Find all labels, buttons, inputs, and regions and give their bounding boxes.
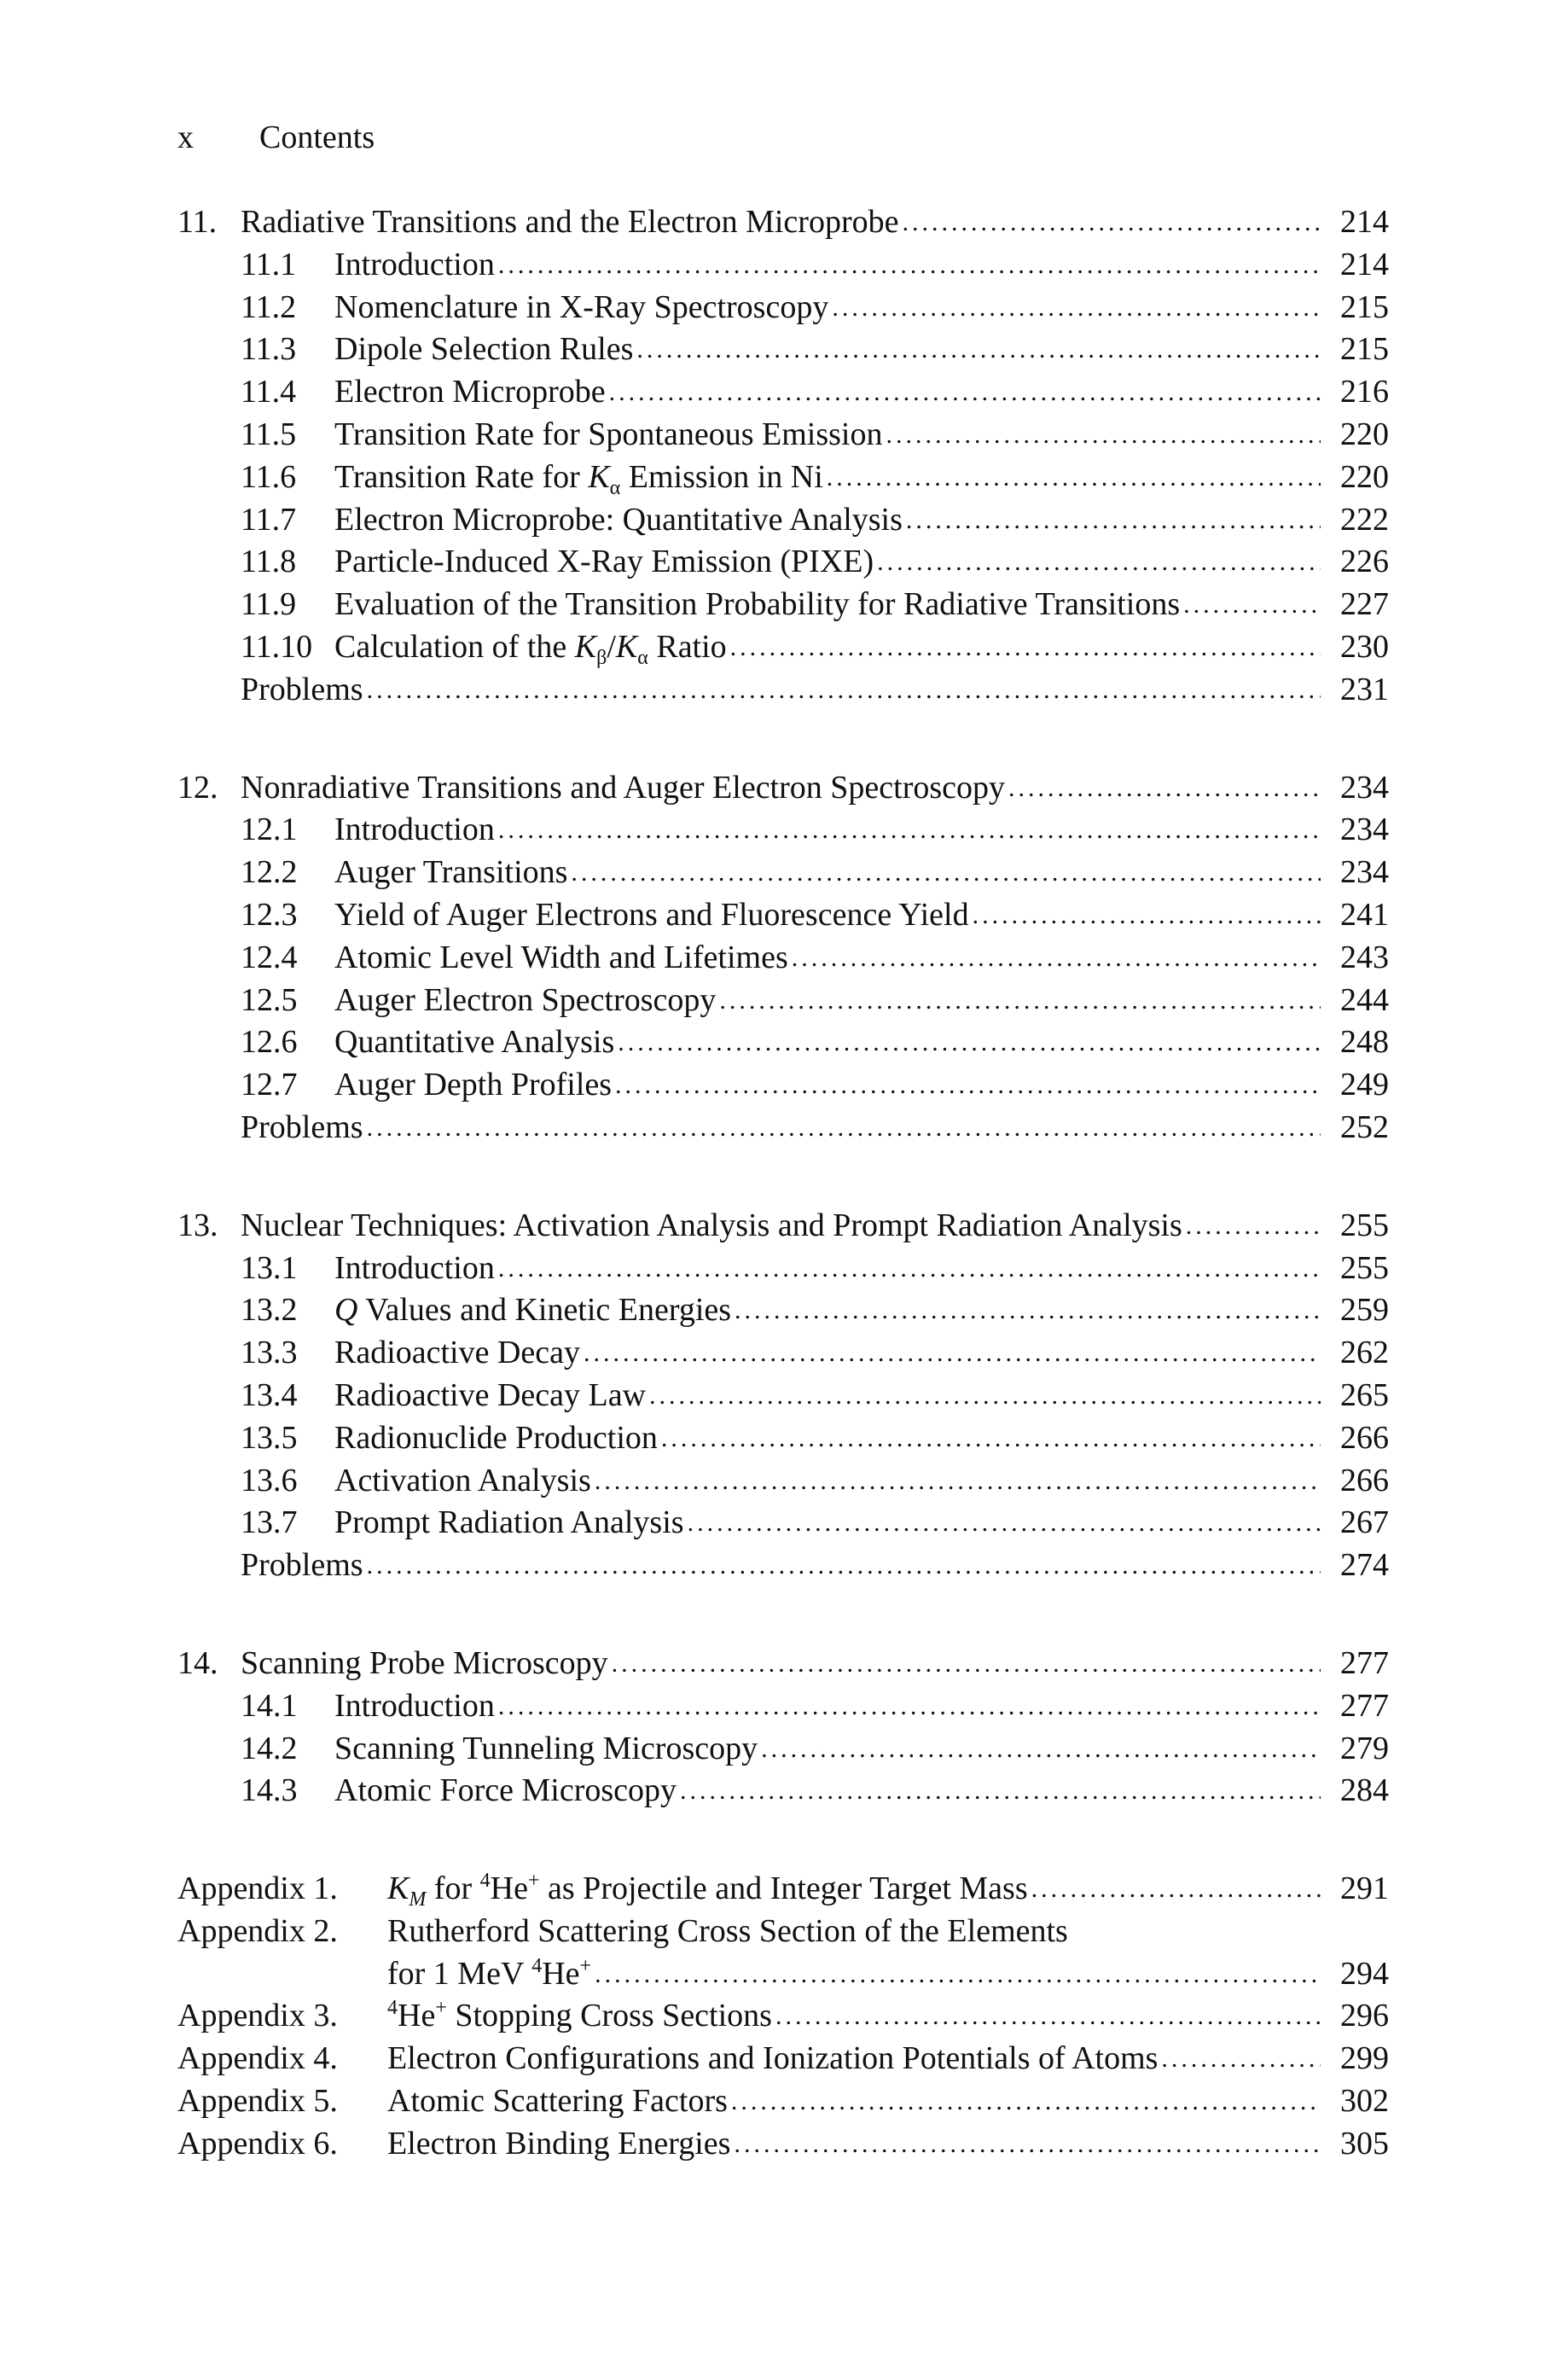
section-number: 12.1 <box>241 812 298 848</box>
section-number: 11.5 <box>241 416 297 452</box>
section-title: Introduction <box>334 1249 495 1286</box>
section-number: 12.5 <box>241 981 298 1018</box>
page-number: 255 <box>1340 1207 1389 1243</box>
dot-leader <box>902 201 1321 244</box>
page-number: 214 <box>1340 204 1389 240</box>
dot-leader <box>1183 584 1321 626</box>
chapter-heading[interactable] <box>177 1643 1389 1685</box>
section-title: Introduction <box>334 246 495 282</box>
section-number: 11.4 <box>241 374 297 410</box>
page-number: 279 <box>1340 1730 1389 1766</box>
section-entry[interactable] <box>177 980 1389 1022</box>
page-number: 231 <box>1340 671 1389 707</box>
page-number: 266 <box>1340 1462 1389 1498</box>
section-title: Activation Analysis <box>334 1462 591 1498</box>
page-number: 226 <box>1340 544 1389 580</box>
title-text: Transition Rate for <box>334 458 589 495</box>
dot-leader <box>1031 1868 1321 1911</box>
page-number: 255 <box>1340 1249 1389 1286</box>
dot-leader <box>832 287 1321 329</box>
section-number: 14.3 <box>241 1772 298 1809</box>
appendix-title: Atomic Scattering Factors <box>387 2083 728 2120</box>
section-number: 13.1 <box>241 1249 298 1286</box>
section-entry[interactable] <box>177 1064 1389 1107</box>
page-number: 234 <box>1340 769 1389 806</box>
page-number: 266 <box>1340 1419 1389 1456</box>
section-entry[interactable] <box>177 541 1389 584</box>
section-title: Auger Depth Profiles <box>334 1067 613 1103</box>
dot-leader <box>680 1770 1321 1812</box>
section-number: 12.2 <box>241 854 298 891</box>
section-title <box>334 1289 731 1332</box>
section-entry[interactable] <box>177 1770 1389 1812</box>
section-title: Prompt Radiation Analysis <box>334 1504 684 1541</box>
section-title: Radioactive Decay <box>334 1335 581 1371</box>
page-number: 277 <box>1340 1687 1389 1724</box>
dot-leader <box>886 414 1321 457</box>
dot-leader <box>367 1545 1321 1587</box>
page-number: 234 <box>1340 854 1389 891</box>
chapter-13 <box>177 1205 1389 1587</box>
page-number: 302 <box>1340 2083 1389 2120</box>
dot-leader <box>609 371 1321 414</box>
section-title: Nomenclature in X-Ray Spectroscopy <box>334 288 829 325</box>
section-title: Electron Microprobe: Quantitative Analysis <box>334 501 903 538</box>
chapter-title: Scanning Probe Microscopy <box>241 1644 608 1681</box>
q-symbol: Q <box>334 1292 358 1329</box>
dot-leader <box>1008 767 1321 810</box>
appendix-entry[interactable] <box>177 2123 1389 2166</box>
dot-leader <box>730 626 1321 669</box>
page-number: 215 <box>1340 288 1389 325</box>
section-title: Electron Microprobe <box>334 374 606 410</box>
section-entry[interactable] <box>177 414 1389 457</box>
chapter-heading[interactable] <box>177 767 1389 810</box>
section-number: 11.6 <box>241 458 297 495</box>
k-symbol: K <box>588 458 610 495</box>
dot-leader <box>775 1995 1321 2038</box>
appendix-entry[interactable] <box>177 1911 1389 1953</box>
section-entry[interactable] <box>177 244 1389 287</box>
dot-leader <box>615 1064 1321 1107</box>
section-entry[interactable] <box>177 457 1389 499</box>
dot-leader <box>571 852 1321 894</box>
page-number: 291 <box>1340 1871 1389 1907</box>
appendix-title: Electron Configurations and Ionization Potentials of Atoms <box>387 2040 1159 2077</box>
page-number: 222 <box>1340 501 1389 538</box>
chapter-12 <box>177 767 1389 1149</box>
section-entry[interactable] <box>177 626 1389 669</box>
section-entry[interactable] <box>177 1375 1389 1417</box>
appendix-number: Appendix 4. <box>177 2040 338 2077</box>
section-title: Dipole Selection Rules <box>334 331 634 368</box>
chapter-title: Radiative Transitions and the Electron Microprobe <box>241 204 899 240</box>
page-number: x <box>177 119 194 155</box>
dot-leader <box>636 329 1321 371</box>
appendix-number: Appendix 1. <box>177 1871 338 1907</box>
page-number: 215 <box>1340 331 1389 368</box>
k-symbol: K <box>615 628 638 665</box>
section-number: 13.3 <box>241 1335 298 1371</box>
dot-leader <box>761 1728 1321 1771</box>
section-title <box>334 626 727 669</box>
section-entry[interactable] <box>177 287 1389 329</box>
appendix-title: Rutherford Scattering Cross Section of the Elements <box>387 1912 1068 1949</box>
page-number: 243 <box>1340 939 1389 975</box>
appendix-title-continued <box>387 1953 591 1996</box>
page-number: 259 <box>1340 1292 1389 1329</box>
appendix-title <box>387 1995 772 2038</box>
section-entry[interactable] <box>177 499 1389 542</box>
dot-leader <box>973 894 1321 937</box>
slash: / <box>607 628 616 665</box>
mass-number-superscript: 4 <box>387 1997 398 2020</box>
title-text: Calculation of the <box>334 628 575 665</box>
section-number: 13.6 <box>241 1462 298 1498</box>
section-entry[interactable] <box>177 1021 1389 1064</box>
dot-leader <box>906 499 1321 542</box>
page-number: 214 <box>1340 246 1389 282</box>
running-title: Contents <box>259 119 375 155</box>
dot-leader <box>618 1021 1321 1064</box>
appendix-number: Appendix 3. <box>177 1998 338 2034</box>
charge-superscript: + <box>527 1870 540 1893</box>
appendix-number: Appendix 6. <box>177 2125 338 2161</box>
page-number: 230 <box>1340 628 1389 665</box>
chapter-number: 14. <box>177 1644 218 1681</box>
section-title: Introduction <box>334 812 495 848</box>
helium-symbol: He <box>542 1955 580 1992</box>
chapter-title: Nuclear Techniques: Activation Analysis and Prompt Radiation Analysis <box>241 1207 1182 1243</box>
section-title: Radioactive Decay Law <box>334 1376 647 1413</box>
page-number: 220 <box>1340 416 1389 452</box>
section-number: 13.7 <box>241 1504 298 1541</box>
beta-subscript: β <box>596 646 607 669</box>
appendix-entry[interactable] <box>177 2038 1389 2080</box>
section-entry[interactable] <box>177 371 1389 414</box>
dot-leader <box>584 1332 1321 1375</box>
appendix-entry[interactable] <box>177 1995 1389 2038</box>
k-symbol: K <box>574 628 597 665</box>
m-subscript: M <box>409 1888 427 1911</box>
appendix-title: Electron Binding Energies <box>387 2125 731 2161</box>
chapter-14 <box>177 1643 1389 1812</box>
section-number: 11.3 <box>241 331 297 368</box>
problems-title: Problems <box>241 1108 363 1145</box>
dot-leader <box>498 1248 1321 1290</box>
section-title: Introduction <box>334 1687 495 1724</box>
chapter-number: 12. <box>177 769 218 806</box>
dot-leader <box>649 1375 1321 1417</box>
section-entry[interactable] <box>177 1685 1389 1728</box>
page-number: 220 <box>1340 458 1389 495</box>
title-text: Values and Kinetic Energies <box>357 1292 732 1329</box>
page-number: 294 <box>1340 1955 1389 1992</box>
section-title: Atomic Force Microscopy <box>334 1772 677 1809</box>
page-number: 296 <box>1340 1998 1389 2034</box>
helium-symbol: He <box>490 1871 528 1907</box>
section-number: 13.4 <box>241 1376 298 1413</box>
section-title: Transition Rate for Spontaneous Emission <box>334 416 883 452</box>
section-number: 12.7 <box>241 1067 298 1103</box>
section-title: Auger Electron Spectroscopy <box>334 981 717 1018</box>
page-number: 267 <box>1340 1504 1389 1541</box>
section-number: 11.8 <box>241 544 297 580</box>
section-number: 11.7 <box>241 501 297 538</box>
helium-symbol: He <box>398 1998 436 2034</box>
title-text: for 1 MeV <box>387 1955 532 1992</box>
section-entry[interactable] <box>177 1460 1389 1503</box>
section-number: 13.5 <box>241 1419 298 1456</box>
running-header <box>177 116 375 159</box>
dot-leader <box>498 244 1321 287</box>
page-number: 299 <box>1340 2040 1389 2077</box>
page-number: 284 <box>1340 1772 1389 1809</box>
section-number: 12.4 <box>241 939 298 975</box>
page-number: 265 <box>1340 1376 1389 1413</box>
dot-leader <box>731 2080 1321 2123</box>
k-symbol: K <box>387 1871 409 1907</box>
section-entry[interactable] <box>177 894 1389 937</box>
appendix-title <box>387 1868 1028 1911</box>
dot-leader <box>595 1460 1321 1503</box>
section-title <box>334 457 823 499</box>
mass-number-superscript: 4 <box>531 1954 543 1977</box>
charge-superscript: + <box>579 1954 592 1977</box>
chapter-heading[interactable] <box>177 201 1389 244</box>
dot-leader <box>367 669 1321 712</box>
section-entry[interactable] <box>177 1332 1389 1375</box>
section-entry[interactable] <box>177 584 1389 626</box>
section-entry[interactable] <box>177 809 1389 852</box>
section-title: Particle-Induced X-Ray Emission (PIXE) <box>334 544 874 580</box>
dot-leader <box>1161 2038 1321 2080</box>
section-entry[interactable] <box>177 852 1389 894</box>
appendix-entry[interactable] <box>177 1868 1389 1911</box>
section-number: 11.1 <box>241 246 297 282</box>
problems-entry[interactable] <box>177 669 1389 712</box>
table-of-contents <box>177 201 1389 2166</box>
page-number: 249 <box>1340 1067 1389 1103</box>
title-text: as Projectile and Integer Target Mass <box>539 1871 1028 1907</box>
section-entry[interactable] <box>177 1289 1389 1332</box>
dot-leader <box>735 1289 1321 1332</box>
dot-leader <box>595 1953 1321 1996</box>
dot-leader <box>367 1107 1321 1149</box>
section-number: 11.9 <box>241 586 297 623</box>
section-number: 13.2 <box>241 1292 298 1329</box>
section-title: Radionuclide Production <box>334 1419 658 1456</box>
section-entry[interactable] <box>177 937 1389 980</box>
page-number: 277 <box>1340 1644 1389 1681</box>
section-title: Scanning Tunneling Microscopy <box>334 1730 758 1766</box>
title-text: for <box>426 1871 480 1907</box>
chapter-heading[interactable] <box>177 1205 1389 1248</box>
section-number: 14.1 <box>241 1687 298 1724</box>
dot-leader <box>498 1685 1321 1728</box>
section-entry[interactable] <box>177 1502 1389 1545</box>
section-title: Evaluation of the Transition Probability for Radiative Transitions <box>334 586 1181 623</box>
alpha-subscript: α <box>637 646 648 669</box>
section-entry[interactable] <box>177 1248 1389 1290</box>
dot-leader <box>734 2123 1321 2166</box>
dot-leader <box>498 809 1321 852</box>
page-number: 252 <box>1340 1108 1389 1145</box>
problems-title: Problems <box>241 1547 363 1584</box>
title-text: Stopping Cross Sections <box>446 1998 772 2034</box>
section-title: Auger Transitions <box>334 854 568 891</box>
chapter-number: 11. <box>177 204 218 240</box>
page-number: 248 <box>1340 1024 1389 1061</box>
appendix-entry-continued[interactable] <box>177 1953 1389 1996</box>
section-title: Quantitative Analysis <box>334 1024 615 1061</box>
appendix-number: Appendix 2. <box>177 1912 338 1949</box>
page-number: 244 <box>1340 981 1389 1018</box>
appendix-number: Appendix 5. <box>177 2083 338 2120</box>
chapter-title: Nonradiative Transitions and Auger Electron Spectroscopy <box>241 769 1006 806</box>
section-number: 12.3 <box>241 896 298 933</box>
page-number: 216 <box>1340 374 1389 410</box>
problems-entry[interactable] <box>177 1545 1389 1587</box>
appendix-entry[interactable] <box>177 2080 1389 2123</box>
section-entry[interactable] <box>177 329 1389 371</box>
chapter-11 <box>177 201 1389 712</box>
dot-leader <box>688 1502 1321 1545</box>
page-number: 305 <box>1340 2125 1389 2161</box>
section-number: 12.6 <box>241 1024 298 1061</box>
title-text: Emission in Ni <box>620 458 823 495</box>
charge-superscript: + <box>435 1997 447 2020</box>
section-title: Yield of Auger Electrons and Fluorescence Yield <box>334 896 969 933</box>
page-number: 262 <box>1340 1335 1389 1371</box>
title-text: Ratio <box>648 628 727 665</box>
page-number: 227 <box>1340 586 1389 623</box>
page-number: 241 <box>1340 896 1389 933</box>
dot-leader <box>719 980 1321 1022</box>
section-title: Atomic Level Width and Lifetimes <box>334 939 788 975</box>
alpha-subscript: α <box>609 476 621 499</box>
dot-leader <box>1186 1205 1321 1248</box>
problems-title: Problems <box>241 671 363 707</box>
section-entry[interactable] <box>177 1417 1389 1460</box>
page-number: 274 <box>1340 1547 1389 1584</box>
section-number: 14.2 <box>241 1730 298 1766</box>
dot-leader <box>827 457 1321 499</box>
dot-leader <box>877 541 1321 584</box>
mass-number-superscript: 4 <box>479 1870 491 1893</box>
chapter-number: 13. <box>177 1207 218 1243</box>
section-number: 11.2 <box>241 288 297 325</box>
dot-leader <box>612 1643 1321 1685</box>
problems-entry[interactable] <box>177 1107 1389 1149</box>
section-entry[interactable] <box>177 1728 1389 1771</box>
dot-leader <box>661 1417 1321 1460</box>
page-number: 234 <box>1340 812 1389 848</box>
section-number: 11.10 <box>241 628 313 665</box>
dot-leader <box>792 937 1321 980</box>
appendices <box>177 1868 1389 2166</box>
